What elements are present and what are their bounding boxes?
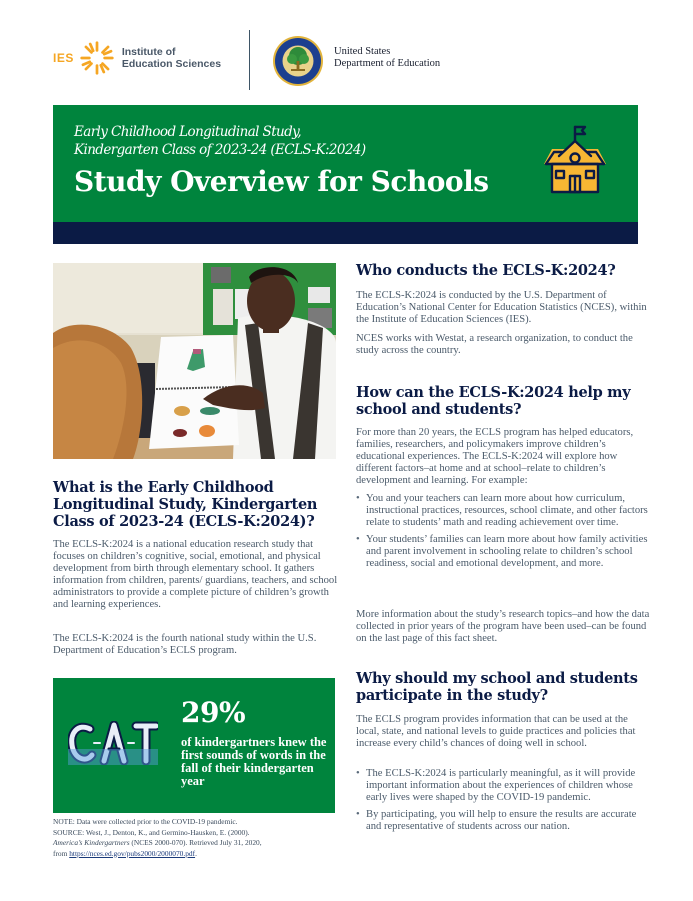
bullet-item: • The ECLS-K:2024 is particularly meaningful, as it will provide important information about the experiences of children whose early lives were shaped by the COVID-19 pandemic. (356, 768, 651, 804)
department-seal-icon (272, 35, 324, 87)
how-help-paragraph-2: More information about the study’s research topics–and how the data collected in prior years of the program have been used–can be found on the last page of this fact sheet. (356, 609, 650, 644)
what-is-paragraph-1: The ECLS-K:2024 is a national education research study that focuses on children’s cognitive, social, emotional, and physical development from birth through elementary school. It gathers information from children, parents/ guardians, teachers, and school administrators to provide a complete picture of children’s growth and learning experiences. (53, 539, 338, 610)
stat-callout (53, 678, 335, 813)
what-is-paragraph-2: The ECLS-K:2024 is the fourth national study within the U.S. Department of Education’s ECLS program. (53, 633, 317, 656)
ies-wordmark: IES (53, 51, 74, 65)
source-link[interactable]: https://nces.ed.gov/pubs2000/2000070.pdf (69, 848, 196, 858)
why-participate-paragraph-1: The ECLS program provides information that can be used at the local, state, and national levels to guide practices and policies that increase every child’s chances of doing well in school. (356, 714, 636, 749)
header-logos (53, 28, 473, 88)
ies-sun-icon (80, 41, 114, 75)
photo-illustration (53, 263, 336, 459)
who-conducts-paragraph-2: NCES works with Westat, a research organization, to conduct the study across the country. (356, 333, 633, 356)
who-conducts-paragraph-1: The ECLS-K:2024 is conducted by the U.S. Department of Education’s National Center for Education Statistics (NCES), within the Institute of Education Sciences (IES). (356, 290, 647, 325)
how-help-paragraph-1: For more than 20 years, the ECLS program has helped educators, families, researchers, and policymakers improve children’s educational experiences. The ECLS-K:2024 will explore how different factors–at home and at school–relate to children’s development and learning. For example: (356, 427, 634, 486)
banner-subtitle: Early Childhood Longitudinal Study, Kindergarten Class of 2023-24 (ECLS-K:2024) (74, 124, 366, 158)
department-name: United States Department of Education (334, 46, 441, 69)
who-conducts-heading: Who conducts the ECLS-K:2024? (356, 262, 616, 279)
title-banner (53, 105, 638, 222)
logo-divider (249, 30, 250, 90)
banner-accent-bar (53, 222, 638, 244)
source-note: NOTE: Data were collected prior to the COVID-19 pandemic. SOURCE: West, J., Denton, K., and Germino-Hausken, E. (2000). America’s Kindergartners (NCES 2000-070). Retrieved July 31, 2020, from https://nces.ed.gov/pubs2000/2000070.pdf. (53, 817, 262, 858)
how-help-bullets (356, 493, 651, 575)
what-is-heading: What is the Early Childhood Longitudinal Study, Kindergarten Class of 2023-24 (ECLS-K:2024)? (53, 479, 318, 530)
classroom-photo (53, 263, 336, 459)
ies-name: Institute of Education Sciences (121, 46, 222, 70)
bullet-item: • By participating, you will help to ensure the results are accurate and representative of students across our nation. (356, 809, 651, 833)
why-participate-heading: Why should my school and students participate in the study? (356, 670, 638, 704)
stat-value: 29% (181, 696, 246, 729)
schoolhouse-icon (540, 124, 610, 196)
bullet-item: • You and your teachers can learn more about how curriculum, instructional practices, resources, school climate, and other factors relate to students’ math and reading achievement over time. (356, 493, 651, 529)
how-help-heading: How can the ECLS-K:2024 help my school and students? (356, 384, 631, 418)
stat-description: of kindergartners knew the first sounds of words in the fall of their kindergarten year (181, 735, 327, 788)
bullet-item: • Your students’ families can learn more about how family activities and parent involvement in schooling relate to children’s school readiness, social and emotional development, and more. (356, 534, 651, 570)
cat-letters-icon (68, 721, 158, 765)
page-title: Study Overview for Schools (74, 165, 489, 198)
why-participate-bullets (356, 768, 651, 838)
ies-logo (53, 36, 221, 80)
